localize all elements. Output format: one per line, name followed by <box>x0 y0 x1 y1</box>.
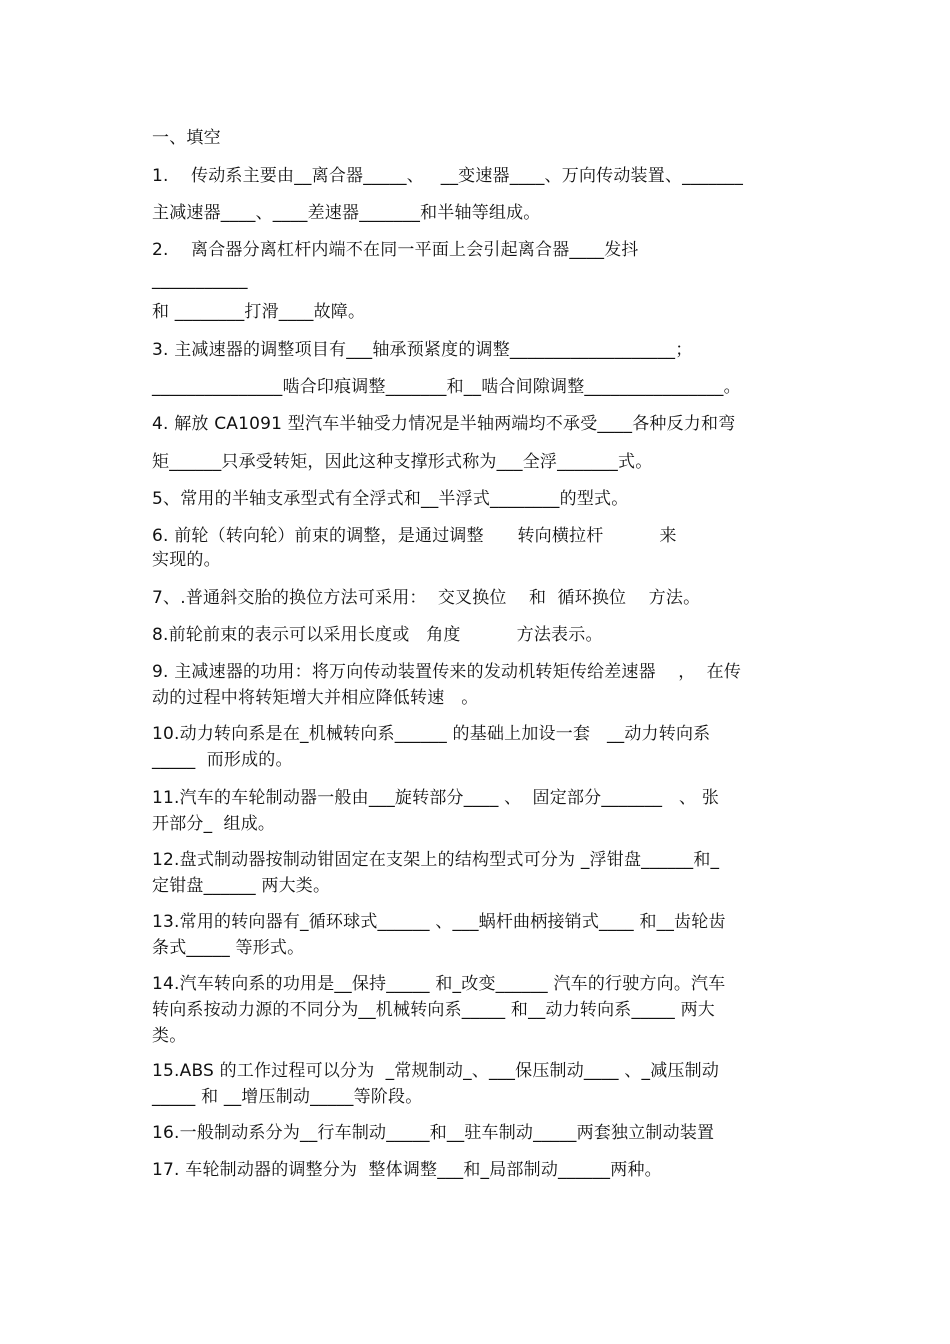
question-line: 5、常用的半轴支承型式有全浮式和__半浮式________的型式。 <box>152 489 629 509</box>
question-line: _______________啮合印痕调整_______和__啮合间隙调整________________。 <box>152 377 741 397</box>
question-line: 10.动力转向系是在_机械转向系______ 的基础上加设一套 __动力转向系 <box>152 724 711 744</box>
question-line: _____ 和 __增压制动_____等阶段。 <box>152 1087 423 1107</box>
question-line: 11.汽车的车轮制动器一般由___旋转部分____ 、 固定部分_______ 、 张 <box>152 788 720 808</box>
question-line: _____ 而形成的。 <box>152 750 293 770</box>
question-line: 15.ABS 的工作过程可以分为 _常规制动_、___保压制动____ 、_减压制动 <box>152 1061 720 1081</box>
question-line: 实现的。 <box>152 550 221 570</box>
question-line: 矩______只承受转矩，因此这种支撑形式称为___全浮_______式。 <box>152 452 653 472</box>
question-line: 类。 <box>152 1026 187 1046</box>
question-line: 3. 主减速器的调整项目有___轴承预紧度的调整___________________； <box>152 340 693 360</box>
question-line: ___________ <box>152 270 248 290</box>
question-line: 转向系按动力源的不同分为__机械转向系_____ 和__动力转向系_____ 两大 <box>152 1000 716 1020</box>
question-line: 12.盘式制动器按制动钳固定在支架上的结构型式可分为 _浮钳盘______和_ <box>152 850 720 870</box>
question-line: 4. 解放 CA1091 型汽车半轴受力情况是半轴两端均不承受____各种反力和弯 <box>152 414 736 434</box>
question-line: 8.前轮前束的表示可以采用长度或 角度 方法表示。 <box>152 625 603 645</box>
question-line: 9. 主减速器的功用：将万向传动装置传来的发动机转矩传给差速器 ， 在传 <box>152 662 742 682</box>
question-line: 14.汽车转向系的功用是__保持_____ 和_改变______ 汽车的行驶方向。汽车 <box>152 974 726 994</box>
question-line: 主减速器____、____差速器_______和半轴等组成。 <box>152 203 541 223</box>
question-line: 2. 离合器分离杠杆内端不在同一平面上会引起离合器____发抖 <box>152 240 639 260</box>
section-heading: 一、填空 <box>152 128 221 148</box>
question-line: 开部分_ 组成。 <box>152 814 276 834</box>
question-line: 1. 传动系主要由__离合器_____、 __变速器____、万向传动装置、_______ <box>152 166 744 186</box>
question-line: 13.常用的转向器有_循环球式______ 、___蜗杆曲柄接销式____ 和__齿轮齿 <box>152 912 726 932</box>
question-line: 条式_____ 等形式。 <box>152 938 305 958</box>
question-line: 6. 前轮（转向轮）前束的调整，是通过调整 转向横拉杆 来 <box>152 526 677 546</box>
question-line: 动的过程中将转矩增大并相应降低转速 。 <box>152 688 479 708</box>
question-line: 16.一般制动系分为__行车制动_____和__驻车制动_____两套独立制动装置 <box>152 1123 715 1143</box>
question-line: 17. 车轮制动器的调整分为 整体调整___和_局部制动______两种。 <box>152 1160 662 1180</box>
question-line: 7、.普通斜交胎的换位方法可采用： 交叉换位 和 循环换位 方法。 <box>152 588 701 608</box>
document-page <box>152 0 800 1344</box>
question-line: 定钳盘______ 两大类。 <box>152 876 331 896</box>
question-line: 和 ________打滑____故障。 <box>152 302 366 322</box>
